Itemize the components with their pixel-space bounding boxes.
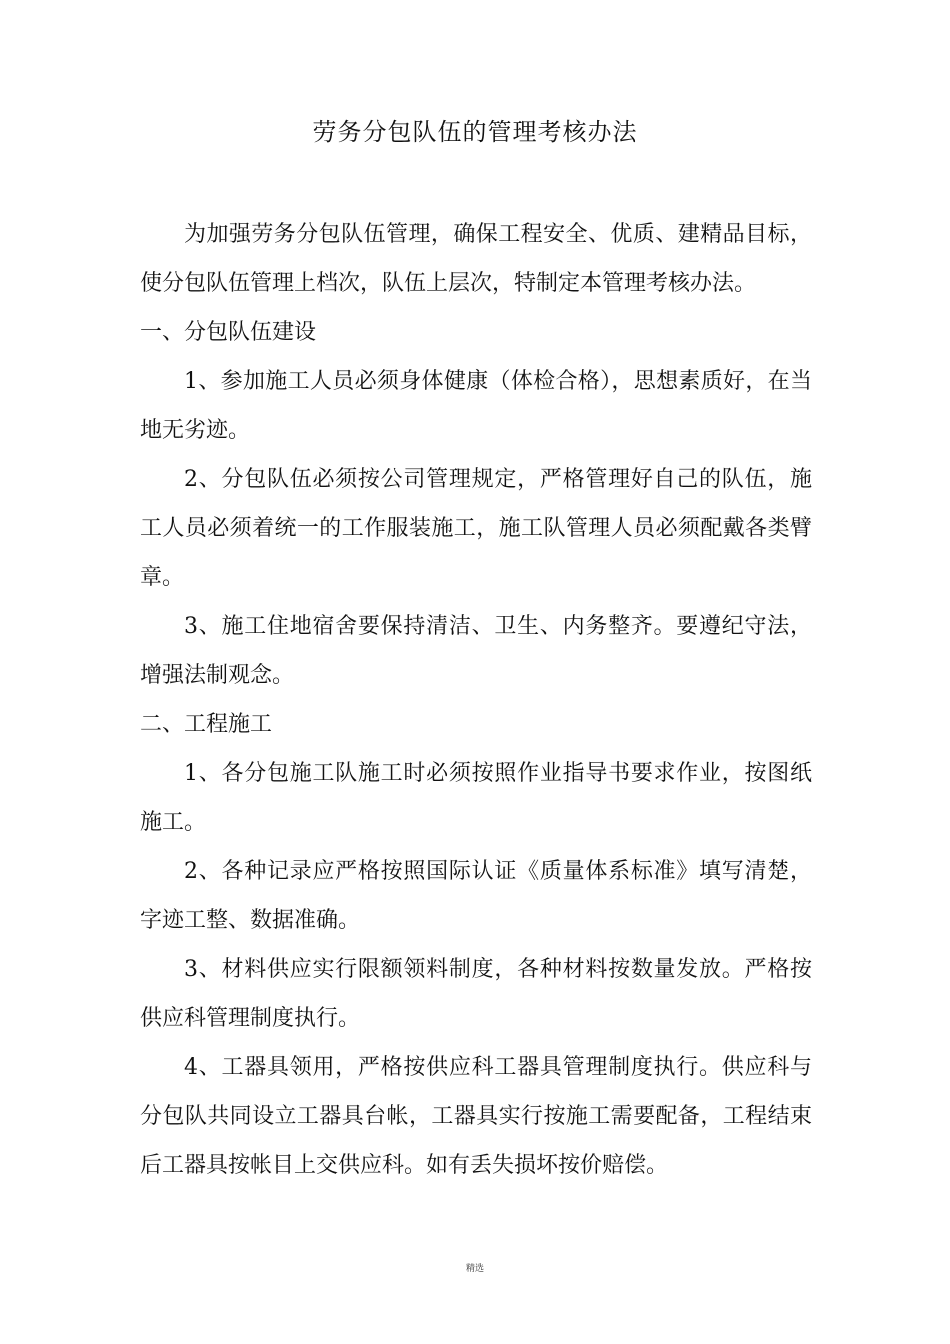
- paragraph-1-1: 1、参加施工人员必须身体健康（体检合格），思想素质好，在当地无劣迹。: [140, 369, 812, 443]
- section-heading-1: 一、分包队伍建设: [140, 320, 317, 345]
- section-heading-2: 二、工程施工: [140, 712, 273, 737]
- paragraph-2-1: 1、各分包施工队施工时必须按照作业指导书要求作业，按图纸施工。: [140, 761, 812, 835]
- paragraph-intro: 为加强劳务分包队伍管理，确保工程安全、优质、建精品目标，使分包队伍管理上档次，队伍上层次，特制定本管理考核办法。: [140, 222, 812, 296]
- paragraph-2-4: 4、工器具领用，严格按供应科工器具管理制度执行。供应科与分包队共同设立工器具台帐，工器具实行按施工需要配备，工程结束后工器具按帐目上交供应科。如有丢失损坏按价赔偿。: [140, 1055, 812, 1178]
- paragraph-2-2: 2、各种记录应严格按照国际认证《质量体系标准》填写清楚，字迹工整、数据准确。: [140, 859, 812, 933]
- page-footer: 精选: [465, 1264, 484, 1274]
- paragraph-1-3: 3、施工住地宿舍要保持清洁、卫生、内务整齐。要遵纪守法，增强法制观念。: [140, 614, 812, 688]
- paragraph-2-3: 3、材料供应实行限额领料制度，各种材料按数量发放。严格按供应科管理制度执行。: [140, 957, 812, 1031]
- document-body: [140, 210, 812, 1190]
- paragraph-1-2: 2、分包队伍必须按公司管理规定，严格管理好自己的队伍，施工人员必须着统一的工作服装施工，施工队管理人员必须配戴各类臂章。: [140, 467, 812, 590]
- document-title: 劳务分包队伍的管理考核办法: [312, 118, 638, 146]
